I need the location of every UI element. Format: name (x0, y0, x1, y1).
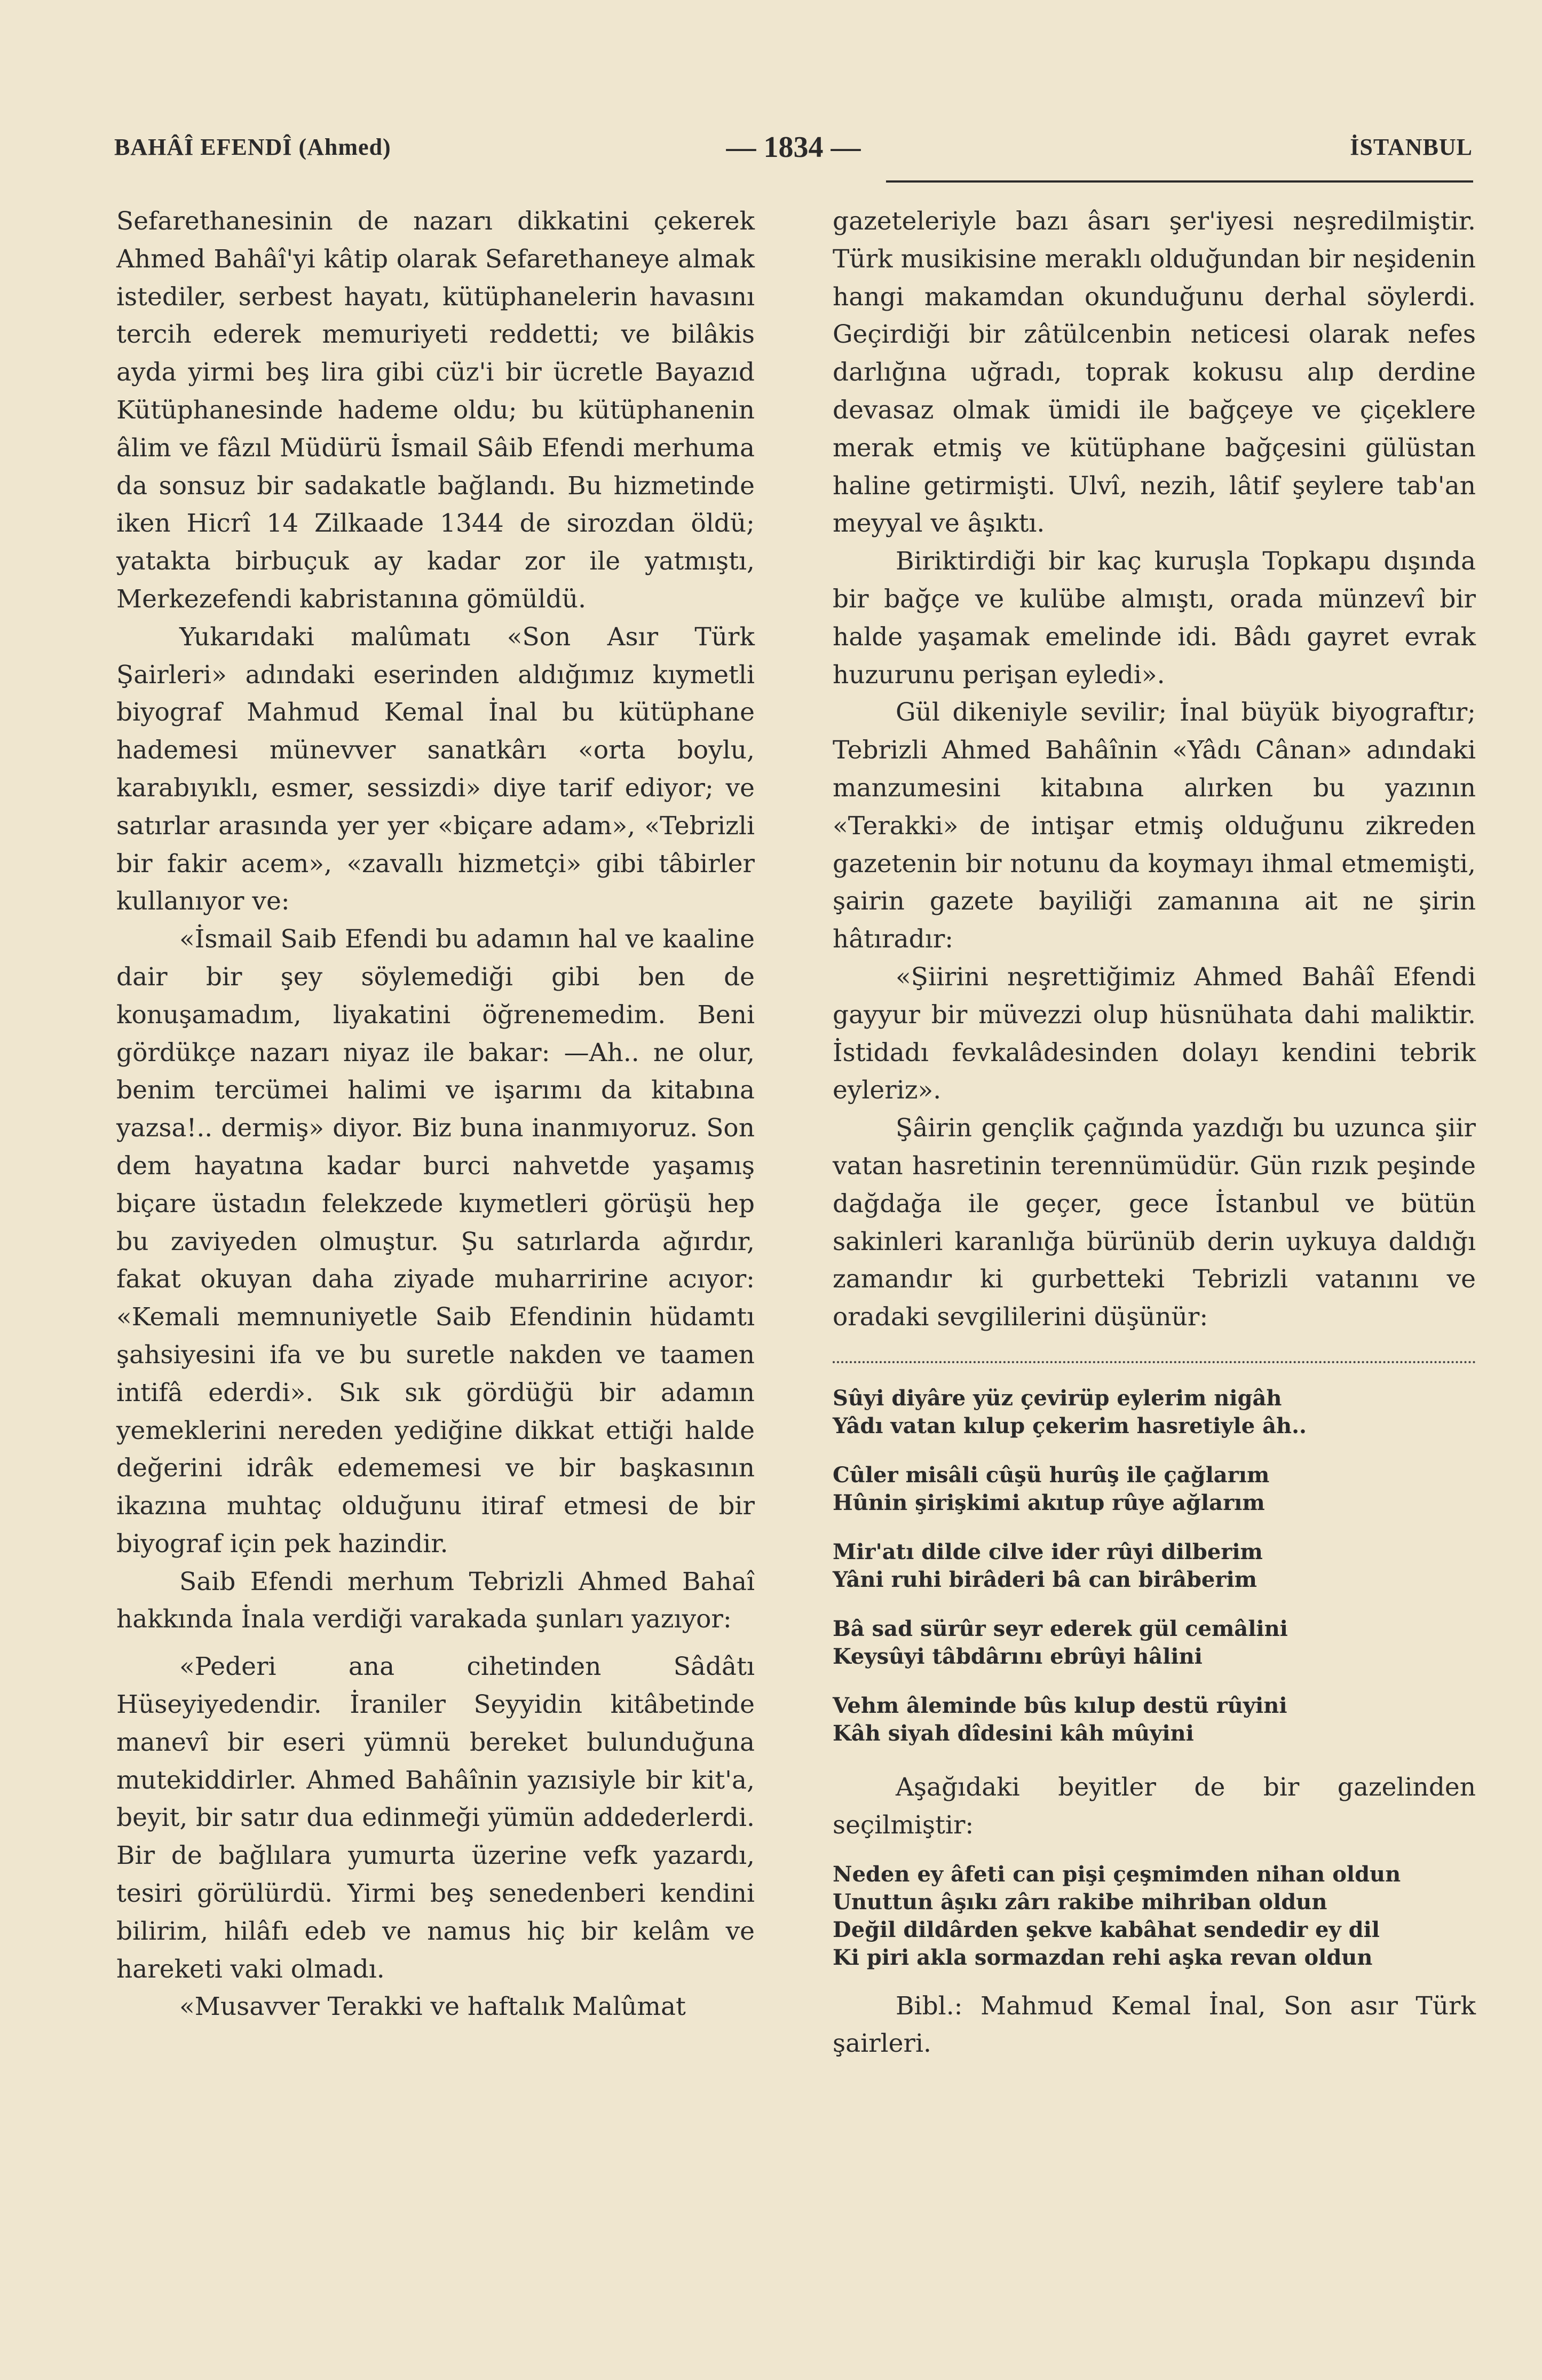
poem-stanza (833, 1692, 1476, 1748)
poem-line: Unuttun âşıkı zârı rakibe mihriban oldun (833, 1889, 1327, 1915)
bibliography: Bibl.: Mahmud Kemal İnal, Son asır Türk şairleri. (833, 1991, 1476, 2059)
paragraph: Biriktirdiği bir kaç kuruşla Topkapu dışında bir bağçe ve kulübe almıştı, orada münzevî bir halde yaşamak emelinde idi. Bâdı gayret evrak huzurunu perişan eyledi». (833, 547, 1476, 690)
poem-stanza (833, 1538, 1476, 1594)
poem-line: Kâh siyah dîdesini kâh mûyini (833, 1720, 1194, 1746)
poem-line: Mir'atı dilde cilve ider rûyi dilberim (833, 1539, 1263, 1564)
right-column (833, 203, 1476, 2063)
poem-line: Neden ey âfeti can pişi çeşmimden nihan oldun (833, 1861, 1401, 1887)
header-rule-right (886, 180, 1473, 183)
poem-line: Keysûyi tâbdârını ebrûyi hâlini (833, 1643, 1203, 1669)
poem-line: Cûler misâli cûşü hurûş ile çağlarım (833, 1462, 1270, 1488)
paragraph: Yukarıdaki malûmatı «Son Asır Türk Şairleri» adındaki eserinden aldığımız kıymetli biyograf Mahmud Kemal İnal bu kütüphane hademesi münevver sanatkârı «orta boylu, karabıyıklı, esmer, sessizdi» diye tarif ediyor; ve satırlar arasında yer yer «biçare adam», «Tebrizli bir fakir acem», «zavallı hizmetçi» gibi tâbirler kullanıyor ve: (116, 622, 755, 916)
poem-1 (833, 1385, 1476, 1748)
poem-line: Hûnin şirişkimi akıtup rûye ağlarım (833, 1490, 1265, 1515)
poem-stanza (833, 1461, 1476, 1517)
paragraph: Şâirin gençlik çağında yazdığı bu uzunca şiir vatan hasretinin terennümüdür. Gün rızık peşinde dağdağa ile geçer, gece İstanbul ve bütün sakinleri karanlığa bürünüb derin uykuya daldığı zamandır ki gurbetteki Tebrizli vatanını ve oradaki sevgililerini düşünür: (833, 1113, 1476, 1332)
paragraph: Sefarethanesinin de nazarı dikkatini çekerek Ahmed Bahâî'yi kâtip olarak Sefarethaneye almak istediler, serbest hayatı, kütüphanelerin havasını tercih ederek memuriyeti reddetti; ve bilâkis ayda yirmi beş lira gibi cüz'i bir ücretle Bayazıd Kütüphanesinde hademe oldu; bu kütüphanenin âlim ve fâzıl Müdürü İsmail Sâib Efendi merhuma da sonsuz bir sadakatle bağlandı. Bu hizmetinde iken Hicrî 14 Zilkaade 1344 de sirozdan öldü; yatakta birbuçuk ay kadar zor ile yatmıştı, Merkezefendi kabristanına gömüldü. (116, 207, 755, 614)
poem-line: Değil dildârden şekve kabâhat sendedir ey dil (833, 1917, 1380, 1942)
page-header (114, 133, 1473, 171)
paragraph: Saib Efendi merhum Tebrizli Ahmed Bahaî hakkında İnala verdiği varakada şunları yazıyor: (116, 1567, 755, 1634)
poem-line: Bâ sad sürûr seyr ederek gül cemâlini (833, 1616, 1288, 1641)
poem-line: Sûyi diyâre yüz çevirüp eylerim nigâh (833, 1385, 1282, 1411)
poem-line: Yâni ruhi birâderi bâ can birâberim (833, 1567, 1257, 1592)
poem-stanza (833, 1615, 1476, 1671)
header-author: BAHÂÎ EFENDÎ (Ahmed) (114, 134, 391, 160)
paragraph: «Musavver Terakki ve haftalık Malûmat (179, 1992, 686, 2022)
poem-line: Yâdı vatan kılup çekerim hasretiyle âh.. (833, 1413, 1307, 1438)
paragraph: «Şiirini neşrettiğimiz Ahmed Bahâî Efendi gayyur bir müvezzi olup hüsnühata dahi maliktir. İstidadı fevkalâdesinden dolayı kendini tebrik eyleriz». (833, 962, 1476, 1105)
poem-line: Vehm âleminde bûs kılup destü rûyini (833, 1693, 1287, 1718)
paragraph: gazeteleriyle bazı âsarı şer'iyesi neşredilmiştir. Türk musikisine meraklı olduğundan bir neşidenin hangi makamdan okunduğunu derhal söylerdi. Geçirdiği bir zâtülcenbin neticesi olarak nefes darlığına uğradı, toprak kokusu alıp derdine devasaz olmak ümidi ile bağçeye ve çiçeklere merak etmiş ve kütüphane bağçesini gülüstan haline getirmişti. Ulvî, nezih, lâtif şeylere tab'an meyyal ve âşıktı. (833, 207, 1476, 539)
header-section: İSTANBUL (1350, 134, 1473, 160)
paragraph: Aşağıdaki beyitler de bir gazelinden seçilmiştir: (833, 1772, 1476, 1840)
paragraph: «Pederi ana cihetinden Sâdâtı Hüseyiyedendir. İraniler Seyyidin kitâbetinde manevî bir eseri yümnü bereket bulunduğuna mutekiddirler. Ahmed Bahâînin yazısiyle bir kit'a, beyit, bir satır dua edinmeği yümün addederlerdi. Bir de bağlılara yumurta üzerine vefk yazardı, tesiri görülürdü. Yirmi beş senedenberi kendini bilirim, hilâfı edeb ve namus hiç bir kelâm ve hareketi vaki olmadı. (116, 1652, 755, 1984)
dotted-separator (833, 1361, 1476, 1363)
poem-stanza (833, 1385, 1476, 1440)
paragraph: «İsmail Saib Efendi bu adamın hal ve kaaline dair bir şey söylemediği gibi ben de konuşamadım, liyakatini öğrenemedim. Beni gördükçe nazarı niyaz ile bakar: —Ah.. ne olur, benim tercümei halimi ve işarımı da kitabına yazsa!.. dermiş» diyor. Biz buna inanmıyoruz. Son dem hayatına kadar burci nahvetde yaşamış biçare üstadın felekzede kıymetleri görüşü hep bu zaviyeden olmuştur. Şu satırlarda ağırdır, fakat okuyan daha ziyade muharririne acıyor: «Kemali memnuniyetle Saib Efendinin hüdamtı şahsiyesini ifa ve bu suretle nakden ve taamen intifâ ederdi». Sık sık gördüğü bir adamın yemeklerini nereden yediğine dikkat ettiği halde değerini idrâk edememesi ve bir başkasının ikazına muhtaç olduğunu itiraf etmesi de bir biyograf için pek hazindir. (116, 924, 755, 1559)
poem-2 (833, 1861, 1476, 1972)
poem-line: Ki piri akla sormazdan rehi aşka revan oldun (833, 1944, 1373, 1970)
paragraph: Gül dikeniyle sevilir; İnal büyük biyograftır; Tebrizli Ahmed Bahâînin «Yâdı Cânan» adındaki manzumesini kitabına alırken bu yazının «Terakki» de intişar etmiş olduğunu zikreden gazetenin bir notunu da koymayı ihmal etmemişti, şairin gazete bayiliği zamanına ait ne şirin hâtıradır: (833, 698, 1476, 954)
left-column (116, 203, 755, 2026)
page-number: — 1834 — (726, 131, 861, 164)
